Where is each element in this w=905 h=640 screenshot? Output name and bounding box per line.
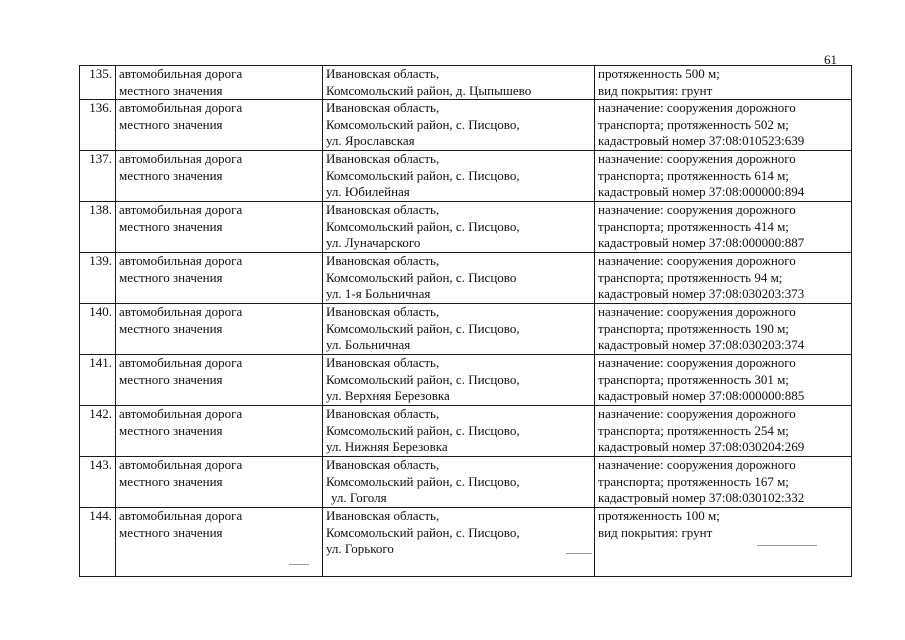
road-name — [116, 253, 323, 304]
location-line: ул. Луначарского — [326, 235, 421, 250]
road-name — [116, 304, 323, 355]
table-row — [80, 355, 852, 406]
road-details — [595, 406, 852, 457]
location-line: ул. Ярославская — [326, 133, 415, 148]
road-details — [595, 66, 852, 100]
table-row — [80, 151, 852, 202]
location-line: ул. Больничная — [326, 337, 411, 352]
road-name-line: местного значения — [119, 167, 223, 183]
road-location — [323, 100, 595, 151]
table-row — [80, 202, 852, 253]
details-line: назначение: сооружения дорожного — [598, 457, 796, 472]
location-line: Комсомольский район, с. Писцово, — [326, 116, 520, 132]
details-line: кадастровый номер 37:08:000000:887 — [598, 235, 805, 250]
table-row — [80, 304, 852, 355]
location-line: Комсомольский район, д. Цыпышево — [326, 82, 532, 98]
location-line: Комсомольский район, с. Писцово — [326, 269, 517, 285]
row-number: 136. — [80, 100, 116, 151]
table-row — [80, 508, 852, 577]
table-row — [80, 253, 852, 304]
road-name-line: местного значения — [119, 320, 223, 336]
details-line: кадастровый номер 37:08:010523:639 — [598, 133, 805, 148]
location-line: Комсомольский район, с. Писцово, — [326, 167, 520, 183]
details-line: кадастровый номер 37:08:000000:894 — [598, 184, 805, 199]
road-details — [595, 202, 852, 253]
road-location — [323, 151, 595, 202]
details-line: вид покрытия: грунт — [598, 524, 713, 540]
details-line: транспорта; протяженность 502 м; — [598, 116, 789, 132]
location-line: Комсомольский район, с. Писцово, — [326, 320, 520, 336]
location-line: ул. Нижняя Березовка — [326, 439, 448, 454]
details-line: транспорта; протяженность 301 м; — [598, 371, 789, 387]
road-name-line: местного значения — [119, 116, 223, 132]
location-line: Ивановская область, — [326, 355, 440, 370]
road-details — [595, 304, 852, 355]
details-line: назначение: сооружения дорожного — [598, 202, 796, 217]
road-name — [116, 508, 323, 577]
scan-artifact — [289, 564, 309, 565]
row-number: 140. — [80, 304, 116, 355]
location-line: Ивановская область, — [326, 66, 440, 81]
location-line: Комсомольский район, с. Писцово, — [326, 218, 520, 234]
road-name — [116, 406, 323, 457]
details-line: вид покрытия: грунт — [598, 82, 713, 98]
road-location — [323, 457, 595, 508]
road-name-line: автомобильная дорога — [119, 457, 243, 472]
location-line: Ивановская область, — [326, 100, 440, 115]
details-line: транспорта; протяженность 254 м; — [598, 422, 789, 438]
road-name-line: местного значения — [119, 524, 223, 540]
table-row — [80, 457, 852, 508]
table-row — [80, 66, 852, 100]
road-name-line: местного значения — [119, 422, 223, 438]
road-name-line: автомобильная дорога — [119, 304, 243, 319]
road-name-line: местного значения — [119, 82, 223, 98]
row-number: 144. — [80, 508, 116, 577]
row-number: 143. — [80, 457, 116, 508]
table-row — [80, 100, 852, 151]
details-line: назначение: сооружения дорожного — [598, 151, 796, 166]
location-line: ул. Гоголя — [331, 490, 387, 505]
road-name — [116, 151, 323, 202]
table-row — [80, 406, 852, 457]
road-location — [323, 253, 595, 304]
location-line: Ивановская область, — [326, 406, 440, 421]
row-number: 141. — [80, 355, 116, 406]
details-line: кадастровый номер 37:08:030102:332 — [598, 490, 805, 505]
details-line: транспорта; протяженность 167 м; — [598, 473, 789, 489]
road-location — [323, 304, 595, 355]
page-number: 61 — [824, 52, 837, 67]
location-line: ул. Юбилейная — [326, 184, 410, 199]
row-number: 142. — [80, 406, 116, 457]
road-location — [323, 66, 595, 100]
location-line: ул. 1-я Больничная — [326, 286, 431, 301]
road-name-line: автомобильная дорога — [119, 100, 243, 115]
location-line: ул. Горького — [326, 541, 394, 556]
location-line: Ивановская область, — [326, 253, 440, 268]
details-line: назначение: сооружения дорожного — [598, 304, 796, 319]
scan-artifact — [566, 553, 592, 554]
road-details — [595, 457, 852, 508]
location-line: Ивановская область, — [326, 508, 440, 523]
row-number: 139. — [80, 253, 116, 304]
details-line: транспорта; протяженность 190 м; — [598, 320, 789, 336]
details-line: кадастровый номер 37:08:030204:269 — [598, 439, 805, 454]
road-location — [323, 202, 595, 253]
road-location — [323, 355, 595, 406]
road-location — [323, 508, 595, 577]
details-line: кадастровый номер 37:08:030203:373 — [598, 286, 805, 301]
road-name — [116, 457, 323, 508]
road-name — [116, 202, 323, 253]
location-line: Комсомольский район, с. Писцово, — [326, 473, 520, 489]
details-line: кадастровый номер 37:08:000000:885 — [598, 388, 805, 403]
details-line: назначение: сооружения дорожного — [598, 100, 796, 115]
details-line: назначение: сооружения дорожного — [598, 253, 796, 268]
row-number: 138. — [80, 202, 116, 253]
row-number: 135. — [80, 66, 116, 100]
road-name-line: автомобильная дорога — [119, 202, 243, 217]
road-registry-table — [79, 65, 852, 577]
location-line: ул. Верхняя Березовка — [326, 388, 450, 403]
road-name-line: местного значения — [119, 269, 223, 285]
road-name-line: автомобильная дорога — [119, 253, 243, 268]
details-line: кадастровый номер 37:08:030203:374 — [598, 337, 805, 352]
location-line: Комсомольский район, с. Писцово, — [326, 371, 520, 387]
road-name-line: автомобильная дорога — [119, 151, 243, 166]
row-number: 137. — [80, 151, 116, 202]
road-name — [116, 100, 323, 151]
road-details — [595, 355, 852, 406]
location-line: Ивановская область, — [326, 457, 440, 472]
location-line: Ивановская область, — [326, 202, 440, 217]
location-line: Ивановская область, — [326, 304, 440, 319]
road-details — [595, 508, 852, 577]
road-name-line: автомобильная дорога — [119, 508, 243, 523]
road-details — [595, 100, 852, 151]
road-details — [595, 253, 852, 304]
details-line: транспорта; протяженность 94 м; — [598, 269, 783, 285]
road-name-line: автомобильная дорога — [119, 66, 243, 81]
location-line: Комсомольский район, с. Писцово, — [326, 422, 520, 438]
road-name-line: автомобильная дорога — [119, 406, 243, 421]
road-name-line: местного значения — [119, 218, 223, 234]
road-location — [323, 406, 595, 457]
location-line: Ивановская область, — [326, 151, 440, 166]
road-details — [595, 151, 852, 202]
road-name-line: местного значения — [119, 473, 223, 489]
scan-artifact — [757, 545, 817, 546]
road-name — [116, 355, 323, 406]
details-line: назначение: сооружения дорожного — [598, 406, 796, 421]
details-line: назначение: сооружения дорожного — [598, 355, 796, 370]
road-name — [116, 66, 323, 100]
road-name-line: местного значения — [119, 371, 223, 387]
details-line: протяженность 500 м; — [598, 66, 720, 81]
details-line: протяженность 100 м; — [598, 508, 720, 523]
location-line: Комсомольский район, с. Писцово, — [326, 524, 520, 540]
details-line: транспорта; протяженность 614 м; — [598, 167, 789, 183]
details-line: транспорта; протяженность 414 м; — [598, 218, 789, 234]
road-name-line: автомобильная дорога — [119, 355, 243, 370]
